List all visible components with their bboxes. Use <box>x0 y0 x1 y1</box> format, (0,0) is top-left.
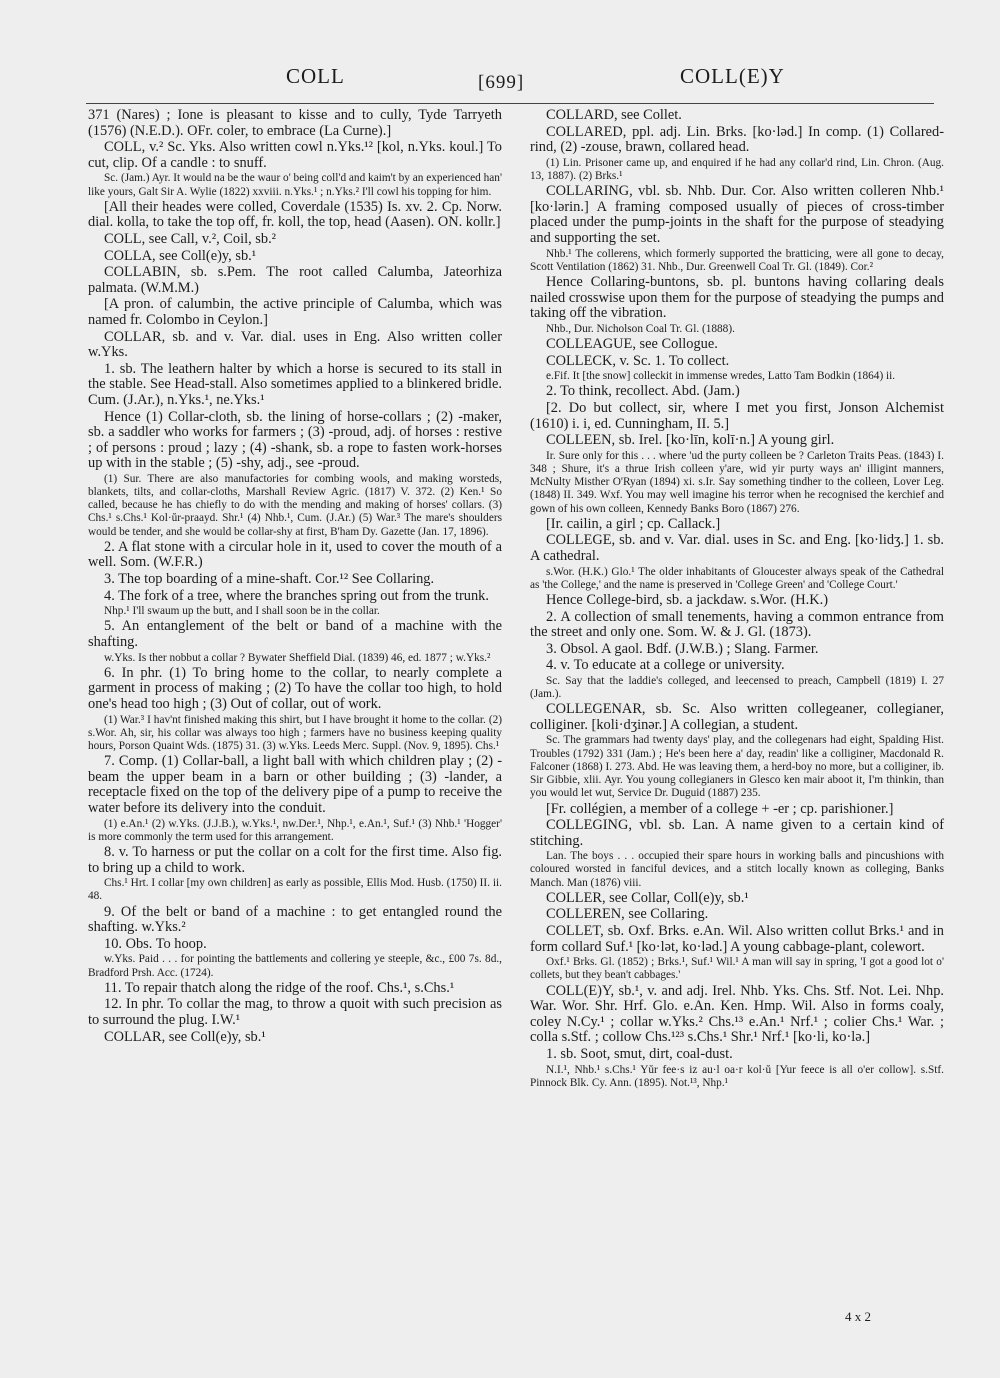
entry-paragraph: COLL(E)Y, sb.¹, v. and adj. Irel. Nhb. Yks. Chs. Stf. Not. Lei. Nhp. War. Wor. Shr. Hrf. Glo. e.An. Ken. Hmp. Wil. Also in forms coaly, coley N.Cy.¹ ; collar w.Yks.² Chs.¹³ e.An.¹ Nrf.¹ ; colier Chs.¹ War. ; colla s.Stf. ; collow Chs.¹²³ s.Chs.¹ Shr.¹ Nrf.¹ [ko·li, ko·lә.] <box>530 982 944 1046</box>
entry-paragraph: COLLER, see Collar, Coll(e)y, sb.¹ <box>546 889 749 906</box>
entry-paragraph: 371 (Nares) ; Ione is pleasant to kisse and to cully, Tyde Tarryeth (1576) (N.E.D.). OFr. coler, to embrace (La Curne).] <box>88 107 502 139</box>
entry-paragraph: [Fr. collégien, a member of a college + -er ; cp. parishioner.] <box>546 800 894 817</box>
entry-paragraph: 2. To think, recollect. Abd. (Jam.) <box>546 383 740 400</box>
entry-paragraph: COLLEGENAR, sb. Sc. Also written collegeaner, collegianer, colliginer. [koli·dʒinәr.] A collegian, a student. <box>530 701 944 733</box>
entry-paragraph: COLLEEN, sb. Irel. [ko·līn, kolī·n.] A young girl. <box>546 432 835 449</box>
entry-paragraph: 12. In phr. To collar the mag, to throw a quoit with such precision as to surround the plug. I.W.¹ <box>88 996 502 1028</box>
entry-paragraph: 6. In phr. (1) To bring home to the collar, to nearly complete a garment in process of making ; (2) To have the collar too high, to hold one's head too high ; (3) Out of collar, out of work. <box>88 664 502 713</box>
entry-paragraph: COLL, see Call, v.², Coil, sb.² <box>104 230 276 247</box>
entry-paragraph: [2. Do but collect, sir, where I met you first, Jonson Alchemist (1610) i. i, ed. Cunningham, II. 5.] <box>530 399 944 432</box>
citation-paragraph: Nhb.¹ The collerens, which formerly supported the bratticing, were all gone to decay, Scott Ventilation (1862) 31. Nhb., Dur. Greenwell Coal Tr. Gl. (1849). Cor.² <box>530 247 944 273</box>
entry-paragraph: 11. To repair thatch along the ridge of the roof. Chs.¹, s.Chs.¹ <box>104 979 455 996</box>
entry-paragraph: COLLARD, see Collet. <box>546 107 682 123</box>
citation-paragraph: Sc. (Jam.) Ayr. It would na be the waur o' being coll'd and kaim't by an experienced han' like yours, Galt Sir A. Wylie (1822) xxviii. n.Yks.¹ ; n.Yks.² I'll cowl his topping for him. <box>88 172 502 198</box>
entry-paragraph: COLLARED, ppl. adj. Lin. Brks. [ko·lәd.] In comp. (1) Collared-rind, (2) -zouse, brawn, collared head. <box>530 123 944 156</box>
entry-paragraph: COLLEAGUE, see Collogue. <box>546 335 718 352</box>
citation-paragraph: Oxf.¹ Brks. Gl. (1852) ; Brks.¹, Suf.¹ Wil.¹ A man will say in spring, 'I got a good lot o' collets, but they bean't cabbages.' <box>530 956 944 982</box>
signature-mark: 4 x 2 <box>845 1309 871 1324</box>
page-number: [699] <box>478 72 525 93</box>
citation-paragraph: Lan. The boys . . . occupied their spare hours in working balls and pincushions with coloured worsted in fanciful devices, and a stitch locally known as colleging, Banks Manch. Man (1876) viii. <box>530 850 944 889</box>
entry-paragraph: 1. sb. The leathern halter by which a horse is secured to its stall in the stable. See Head-stall. Also sometimes applied to a blinkered bridle. Cum. (J.Ar.), n.Yks.¹, ne.Yks.¹ <box>88 360 502 408</box>
citation-paragraph: Chs.¹ Hrt. I collar [my own children] as early as possible, Ellis Mod. Husb. (1750) II. ii. 48. <box>88 877 502 903</box>
entry-paragraph: COLLARING, vbl. sb. Nhb. Dur. Cor. Also written colleren Nhb.¹ [ko·lәrin.] A framing composed usually of pieces of cross-timber placed under the pump-joints in the shaft for the purpose of steadying and supporting the set. <box>530 183 944 246</box>
entry-paragraph: COLLEREN, see Collaring. <box>546 906 709 923</box>
citation-paragraph: Nhp.¹ I'll swaum up the butt, and I shall soon be in the collar. <box>104 605 380 618</box>
citation-paragraph: (1) Lin. Prisoner came up, and enquired if he had any collar'd rind, Lin. Chron. (Aug. 13, 1887). (2) Brks.¹ <box>530 156 944 182</box>
entry-paragraph: 2. A flat stone with a circular hole in it, used to cover the mouth of a well. Som. (W.F.R.) <box>88 538 502 571</box>
entry-paragraph: 8. v. To harness or put the collar on a colt for the first time. Also fig. to bring up a child to work. <box>88 844 502 876</box>
header-rule <box>86 103 934 104</box>
citation-paragraph: Sc. Say that the laddie's colleged, and leecensed to preach, Campbell (1819) I. 27 (Jam.). <box>530 674 944 701</box>
entry-paragraph: 4. v. To educate at a college or university. <box>546 657 785 674</box>
entry-paragraph: COLLABIN, sb. s.Pem. The root called Calumba, Jateorhiza palmata. (W.M.M.) <box>88 264 502 296</box>
citation-paragraph: (1) e.An.¹ (2) w.Yks. (J.J.B.), w.Yks.¹, nw.Der.¹, Nhp.¹, e.An.¹, Suf.¹ (3) Nhb.¹ 'Hogger' is more commonly the term used for this arrangement. <box>88 817 502 843</box>
entry-paragraph: Hence Collaring-buntons, sb. pl. buntons having collaring deals nailed crosswise upon them for the purpose of steadying the pumps and taking off the vibration. <box>530 273 944 322</box>
entry-paragraph: 3. The top boarding of a mine-shaft. Cor.¹² See Collaring. <box>104 571 435 588</box>
citation-paragraph: (1) War.³ I hav'nt finished making this shirt, but I have brought it home to the collar. (2) s.Wor. Ah, sir, his collar was always too high ; farmers have no business keeping quality hours, Porson Quaint Wds. (1875) 31. (3) w.Yks. Leeds Merc. Suppl. (Nov. 9, 1895). Chs.¹ <box>88 713 502 753</box>
right-column <box>530 108 944 1091</box>
entry-paragraph: [Ir. cailin, a girl ; cp. Callack.] <box>546 515 721 532</box>
citation-paragraph: N.I.¹, Nhb.¹ s.Chs.¹ Yŭr fee·s iz au·l oa·r kol·ŭ [Yur feece is all o'er collow]. s.Stf. Pinnock Blk. Cy. Ann. (1895). Not.¹³, Nhp.¹ <box>530 1063 944 1089</box>
entry-paragraph: 3. Obsol. A gaol. Bdf. (J.W.B.) ; Slang. Farmer. <box>546 640 819 657</box>
entry-paragraph: COLLEGING, vbl. sb. Lan. A name given to a certain kind of stitching. <box>530 817 944 849</box>
citation-paragraph: Ir. Sure only for this . . . where 'ud the purty colleen be ? Carleton Traits Peas. (1843) I. 348 ; Shure, it's a thrue Irish colleen y'are, wid yir purty ways an' illigint manners, McNulty Misther O'Ryan (1894) xi. s.Ir. Say something tindher to the colleen, Lover Leg. (1848) II. 349. Wxf. You may well imagine his terror when he recognised the kerchief and gown of his own colleen, Kennedy Banks Boro (1867) 276. <box>530 449 944 515</box>
citation-paragraph: (1) Sur. There are also manufactories for combing wools, and making worsteds, blankets, tilts, and collar-cloths, Marshall Review Agric. (1817) V. 372. (2) Ken.¹ So called, because he has chiefly to do with the mending and making of horses' collars. (3) Chs.¹ s.Chs.¹ Kol·ŭr-praayd. Shr.¹ (4) Nhb.¹, Cum. (J.Ar.) (5) War.³ The mare's shoulders would be tender, and she would be collar-shy at first, B'ham Dy. Gazette (Jan. 17, 1896). <box>88 472 502 538</box>
citation-paragraph: s.Wor. (H.K.) Glo.¹ The older inhabitants of Gloucester always speak of the Cathedral as 'the College,' and the name is preserved in 'College Green' and 'College Court.' <box>530 565 944 591</box>
citation-paragraph: w.Yks. Is ther nobbut a collar ? Bywater Sheffield Dial. (1839) 46, ed. 1877 ; w.Yks.² <box>104 651 491 664</box>
entry-paragraph: 4. The fork of a tree, where the branches spring out from the trunk. <box>104 587 489 604</box>
entry-paragraph: 10. Obs. To hoop. <box>104 935 207 952</box>
entry-paragraph: COLLECK, v. Sc. 1. To collect. <box>546 352 730 369</box>
entry-paragraph: 2. A collection of small tenements, having a common entrance from the street and only one. Som. W. & J. Gl. (1873). <box>530 608 944 641</box>
citation-paragraph: Nhb., Dur. Nicholson Coal Tr. Gl. (1888). <box>546 322 735 335</box>
citation-paragraph: Sc. The grammars had twenty days' play, and the collegenars had eight, Spalding Hist. Troubles (1792) 331 (Jam.) ; He's been here a' day, readin' like a colliginer, Macdonald R. Falconer (1868) I. 273. Abd. He was leaving them, a herd-boy no more, but a colliginer, ib. Sir Gibbie, xlii. Ayr. You young collegianers in Glesco ken mair aboot it, I'm thinkin, than you would let wut, Service Dr. Duguid (1887) 235. <box>530 734 944 800</box>
entry-paragraph: Hence (1) Collar-cloth, sb. the lining of horse-collars ; (2) -maker, sb. a saddler who works for farmers ; (3) -proud, adj. of horses : restive ; of persons : proud ; lazy ; (4) -shank, sb. a rope to fasten work-horses up with in the stable ; (5) -shy, adj., see -proud. <box>88 408 502 472</box>
entry-paragraph: COLL, v.² Sc. Yks. Also written cowl n.Yks.¹² [kol, n.Yks. koul.] To cut, clip. Of a candle : to snuff. <box>88 139 502 171</box>
entry-paragraph: Hence College-bird, sb. a jackdaw. s.Wor. (H.K.) <box>546 591 829 608</box>
entry-paragraph: 7. Comp. (1) Collar-ball, a light ball with which children play ; (2) -beam the upper beam in a barn or other building ; (3) -lander, a receptacle fixed on the top of the delivery pipe of a pump to receive the water before its delivery into the conduit. <box>88 753 502 817</box>
entry-paragraph: COLLAR, sb. and v. Var. dial. uses in Eng. Also written coller w.Yks. <box>88 328 502 361</box>
entry-paragraph: 5. An entanglement of the belt or band of a machine with the shafting. <box>88 618 502 651</box>
entry-paragraph: 9. Of the belt or band of a machine : to get entangled round the shafting. w.Yks.² <box>88 903 502 936</box>
left-column <box>88 108 502 1046</box>
citation-paragraph: w.Yks. Paid . . . for pointing the battlements and collering ye steeple, &c., £00 7s. 8d., Bradford Prsh. Acc. (1724). <box>88 953 502 979</box>
entry-paragraph: COLLAR, see Coll(e)y, sb.¹ <box>104 1028 266 1045</box>
entry-paragraph: COLLET, sb. Oxf. Brks. e.An. Wil. Also written collut Brks.¹ and in form collard Suf.¹ [ko·lәt, ko·lәd.] A young cabbage-plant, colewort. <box>530 923 944 955</box>
entry-paragraph: [All their heades were colled, Coverdale (1535) Is. xv. 2. Cp. Norw. dial. kolla, to take the top off, fr. koll, the top, head (Aasen). ON. kollr.] <box>88 198 502 231</box>
entry-paragraph: 1. sb. Soot, smut, dirt, coal-dust. <box>546 1046 733 1063</box>
entry-paragraph: [A pron. of calumbin, the active principle of Calumba, which was named fr. Colombo in Ceylon.] <box>88 296 502 328</box>
running-head-right: COLL(E)Y <box>680 64 785 88</box>
entry-paragraph: COLLEGE, sb. and v. Var. dial. uses in Sc. and Eng. [ko·lidʒ.] 1. sb. A cathedral. <box>530 532 944 564</box>
entry-paragraph: COLLA, see Coll(e)y, sb.¹ <box>104 247 257 264</box>
running-head-left: COLL <box>286 64 345 88</box>
citation-paragraph: e.Fif. It [the snow] colleckit in immense wredes, Latto Tam Bodkin (1864) ii. <box>546 370 896 383</box>
